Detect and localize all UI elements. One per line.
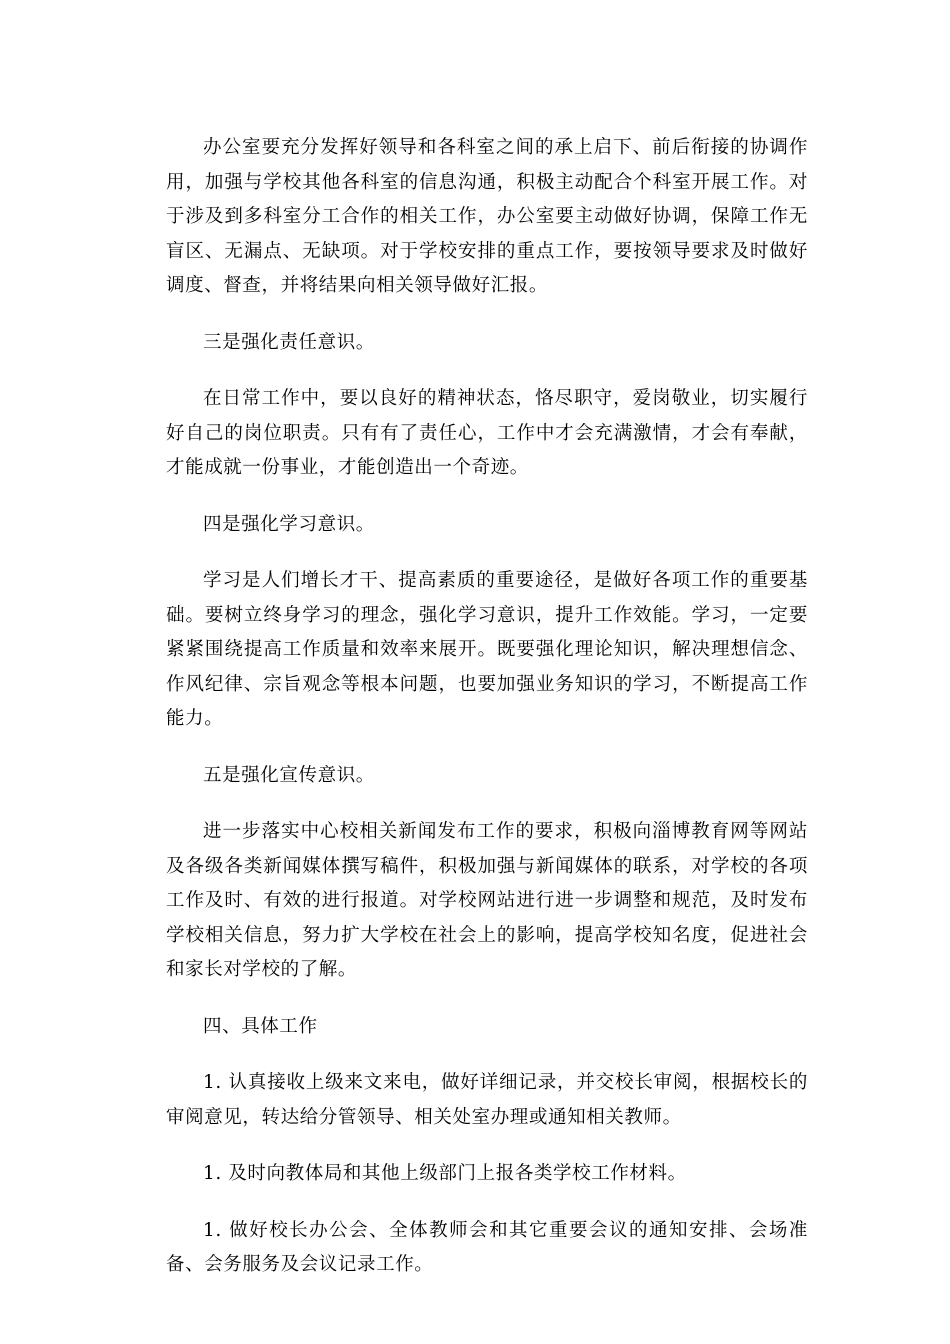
paragraph-gap — [166, 1135, 808, 1157]
paragraph-learning: 学习是人们增长才干、提高素质的重要途径，是做好各项工作的重要基础。要树立终身学习的理念，强化学习意识，提升工作效能。学习，一定要紧紧围绕提高工作质量和效率来展开。既要强化理论知识，解决理想信念、作风纪律、宗旨观念等根本问题，也要加强业务知识的学习，不断提高工作能力。 — [166, 570, 808, 729]
paragraph-gap — [166, 304, 808, 326]
list-item-report-materials: 1. 及时向教体局和其他上级部门上报各类学校工作材料。 — [203, 1163, 687, 1184]
paragraph-gap — [166, 542, 808, 564]
heading-responsibility: 三是强化责任意识。 — [203, 331, 375, 353]
list-item-receive-documents: 1. 认真接收上级来文来电，做好详细记录，并交校长审阅，根据校长的审阅意见，转达给分管领导、相关处室办理或通知相关教师。 — [166, 1072, 808, 1128]
heading-publicity: 五是强化宣传意识。 — [203, 764, 375, 786]
section-heading-specific-work: 四、具体工作 — [203, 1015, 318, 1037]
paragraph-responsibility: 在日常工作中，要以良好的精神状态，恪尽职守，爱岗敬业，切实履行好自己的岗位职责。只有有了责任心，工作中才会充满激情，才会有奉献，才能成就一份事业，才能创造出一个奇迹。 — [166, 388, 808, 478]
paragraph-gap — [166, 793, 808, 815]
paragraph-gap — [166, 737, 808, 759]
paragraph-publicity: 进一步落实中心校相关新闻发布工作的要求，积极向淄博教育网等网站及各级各类新闻媒体撰写稿件，积极加强与新闻媒体的联系，对学校的各项工作及时、有效的进行报道。对学校网站进行进一步调整和规范，及时发布学校相关信息，努力扩大学校在社会上的影响，提高学校知名度，促进社会和家长对学校的了解。 — [166, 821, 808, 980]
paragraph-gap — [166, 486, 808, 508]
paragraph-gap — [166, 1192, 808, 1214]
paragraph-gap — [166, 1044, 808, 1066]
paragraph-gap — [166, 360, 808, 382]
heading-learning: 四是强化学习意识。 — [203, 513, 375, 535]
document-body — [166, 131, 808, 1283]
list-item-meetings: 1. 做好校长办公会、全体教师会和其它重要会议的通知安排、会场准备、会务服务及会议记录工作。 — [166, 1219, 808, 1275]
paragraph-gap — [166, 988, 808, 1010]
paragraph-office-coordination: 办公室要充分发挥好领导和各科室之间的承上启下、前后衔接的协调作用，加强与学校其他各科室的信息沟通，积极主动配合个科室开展工作。对于涉及到多科室分工合作的相关工作，办公室要主动做好协调，保障工作无盲区、无漏点、无缺项。对于学校安排的重点工作，要按领导要求及时做好调度、督查，并将结果向相关领导做好汇报。 — [166, 137, 808, 296]
